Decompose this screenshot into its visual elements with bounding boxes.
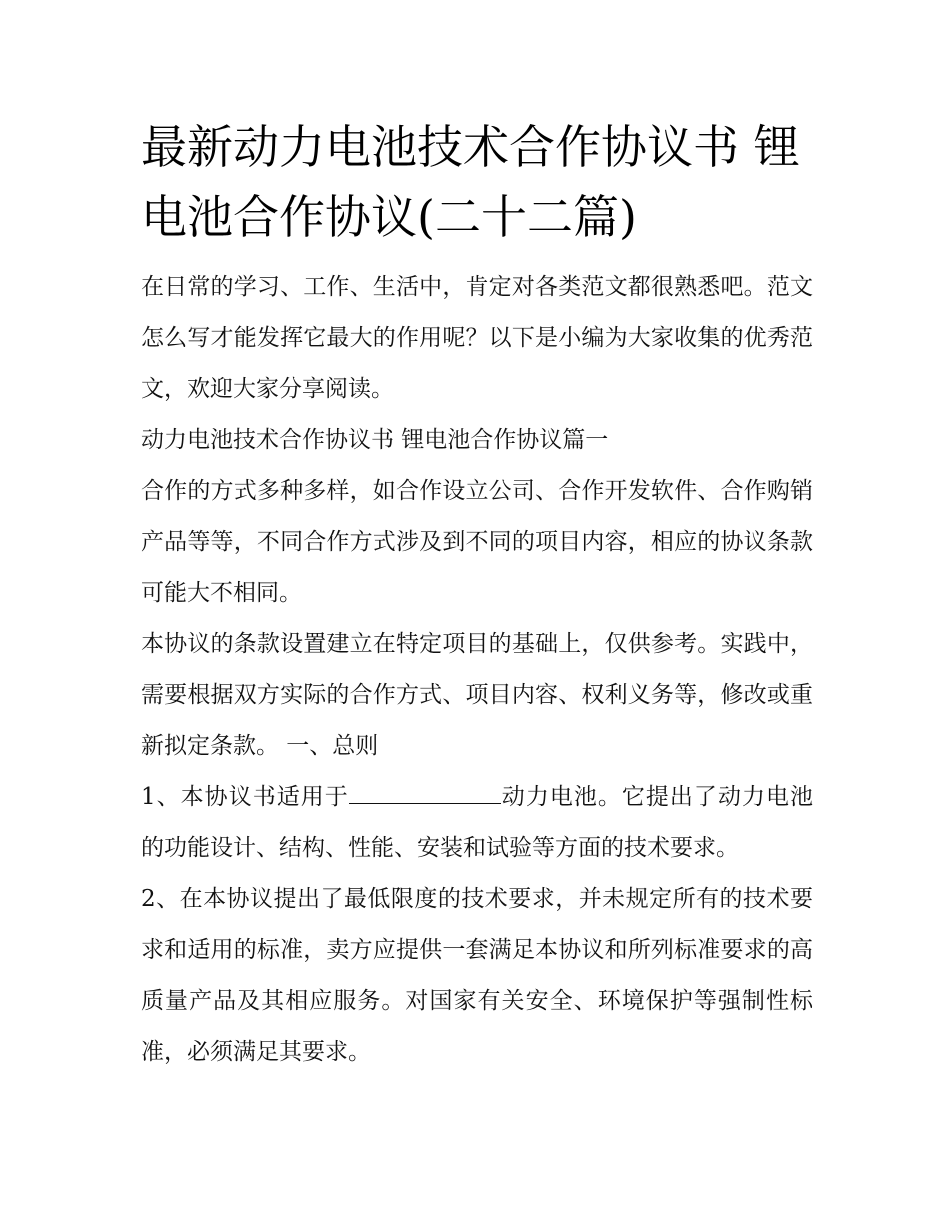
paragraph-clause-settings: 本协议的条款设置建立在特定项目的基础上，仅供参考。实践中，需要根据双方实际的合作方式、项目内容、权利义务等，修改或重新拟定条款。 一、总则 [141, 631, 813, 759]
clause-1-rest-text: 动力电池。它提出了动力电池的功能设计、结构、性能、安装和试验等方面的技术要求。 [141, 784, 813, 861]
section-heading: 动力电池技术合作协议书 锂电池合作协议篇一 [141, 427, 609, 453]
document-body [141, 112, 813, 1078]
clause-1-lead-text: 1、本协议书适用于 [141, 784, 349, 810]
intro-paragraph: 在日常的学习、工作、生活中，肯定对各类范文都很熟悉吧。范文怎么写才能发挥它最大的作用呢？以下是小编为大家收集的优秀范文，欢迎大家分享阅读。 [141, 274, 813, 402]
clause-1 [141, 772, 813, 874]
fill-in-blank-line [349, 781, 501, 804]
document-title: 最新动力电池技术合作协议书 锂电池合作协议(二十二篇) [141, 120, 800, 244]
clause-2: 2、在本协议提出了最低限度的技术要求，并未规定所有的技术要求和适用的标准，卖方应提供一套满足本协议和所列标准要求的高质量产品及其相应服务。对国家有关安全、环境保护等强制性标准，必须满足其要求。 [141, 886, 813, 1065]
paragraph-cooperation-methods: 合作的方式多种多样，如合作设立公司、合作开发软件、合作购销产品等等，不同合作方式涉及到不同的项目内容，相应的协议条款可能大不相同。 [141, 478, 813, 606]
